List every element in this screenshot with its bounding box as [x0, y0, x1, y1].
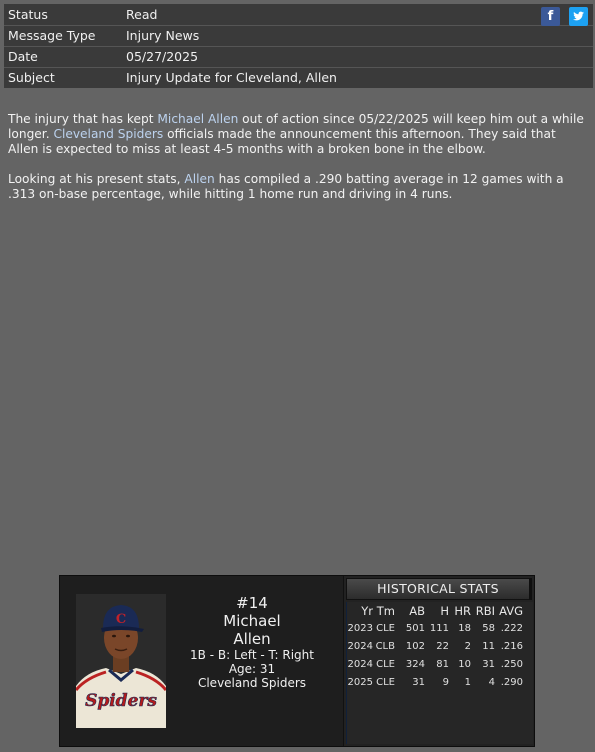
article-text: officials made the announcement this afternoon. They said that Allen is expected to miss at least 4-5 months with a broken bone in the elbow.: [8, 127, 556, 156]
cell: .216: [500, 640, 523, 652]
cell: 2024: [347, 640, 373, 652]
twitter-share-icon[interactable]: [569, 7, 588, 26]
article-text: out of action since 05/22/2025 will keep him out a while longer.: [8, 112, 584, 141]
cell: CLE: [376, 658, 395, 670]
player-portrait[interactable]: [76, 594, 166, 728]
col-ab[interactable]: AB: [409, 603, 425, 618]
cell: 11: [482, 640, 495, 652]
col-h[interactable]: H: [440, 603, 449, 618]
cell: 2024: [347, 658, 373, 670]
cell: 1: [464, 676, 471, 688]
cell: 10: [458, 658, 471, 670]
cap-logo: C: [115, 612, 127, 627]
table-row: [347, 619, 523, 637]
article-text: Looking at his present stats,: [8, 172, 185, 186]
historical-stats-title: HISTORICAL STATS: [346, 578, 532, 600]
col-tm[interactable]: Tm: [376, 603, 395, 618]
team-link[interactable]: Cleveland Spiders: [53, 127, 164, 141]
cell: 2: [464, 640, 471, 652]
cell: CLE: [376, 676, 395, 688]
cell: 58: [482, 622, 495, 634]
article-text: The injury that has kept: [8, 112, 158, 126]
cell: CLE: [376, 622, 395, 634]
header-row-message-type: [4, 25, 593, 46]
date-value: 05/27/2025: [126, 49, 199, 64]
player-card: [59, 575, 535, 747]
player-positions: 1B - B: Left - T: Right: [190, 648, 314, 662]
cell: 324: [405, 658, 425, 670]
subject-label: Subject: [8, 70, 55, 85]
article-paragraph: [8, 172, 588, 202]
table-row: [347, 637, 523, 655]
player-team[interactable]: Cleveland Spiders: [197, 676, 307, 690]
col-avg[interactable]: AVG: [499, 603, 523, 618]
historical-stats-body: [346, 602, 533, 744]
article-text: has compiled a .290 batting average in 12 games with a .313 on-base percentage, while hitting 1 home run and driving in 4 runs.: [8, 172, 564, 201]
cell: 4: [488, 676, 495, 688]
player-info: [172, 594, 332, 690]
cell: 102: [405, 640, 425, 652]
twitter-bird-icon: [569, 7, 588, 26]
cell: 111: [429, 622, 449, 634]
jersey-script: Spiders: [85, 691, 157, 711]
player-age: Age: 31: [228, 662, 276, 676]
historical-stats-panel: [343, 576, 534, 746]
table-row: [347, 673, 523, 691]
article-body: [8, 112, 588, 217]
status-label: Status: [8, 7, 48, 22]
cell: CLB: [375, 640, 395, 652]
cell: 2025: [347, 676, 373, 688]
message-type-label: Message Type: [8, 28, 96, 43]
player-link[interactable]: Michael Allen: [157, 112, 239, 126]
cell: 31: [482, 658, 495, 670]
message-header: [4, 4, 593, 88]
stats-table: [347, 602, 523, 691]
player-link[interactable]: Allen: [184, 172, 215, 186]
player-number: #14: [236, 594, 268, 612]
date-label: Date: [8, 49, 38, 64]
article-paragraph: [8, 112, 588, 157]
cell: 22: [436, 640, 449, 652]
header-row-status: [4, 4, 593, 25]
cell: 81: [436, 658, 449, 670]
cell: .222: [500, 622, 523, 634]
message-type-value: Injury News: [126, 28, 200, 43]
player-avatar-icon: [76, 594, 166, 728]
header-row-date: [4, 46, 593, 67]
cell: 9: [442, 676, 449, 688]
cell: 31: [412, 676, 425, 688]
status-value: Read: [126, 7, 158, 22]
cell: 18: [458, 622, 471, 634]
player-last-name: Allen: [233, 630, 271, 648]
col-hr[interactable]: HR: [454, 603, 471, 618]
cell: 2023: [347, 622, 373, 634]
col-rbi[interactable]: RBI: [475, 603, 495, 618]
table-row: [347, 655, 523, 673]
cell: .290: [500, 676, 523, 688]
subject-value: Injury Update for Cleveland, Allen: [126, 70, 337, 85]
stats-header-row: [347, 602, 523, 619]
header-row-subject: [4, 67, 593, 88]
col-yr[interactable]: Yr: [361, 603, 373, 618]
player-first-name: Michael: [223, 612, 281, 630]
cell: .250: [500, 658, 523, 670]
facebook-share-icon[interactable]: f: [541, 7, 560, 26]
cell: 501: [405, 622, 425, 634]
